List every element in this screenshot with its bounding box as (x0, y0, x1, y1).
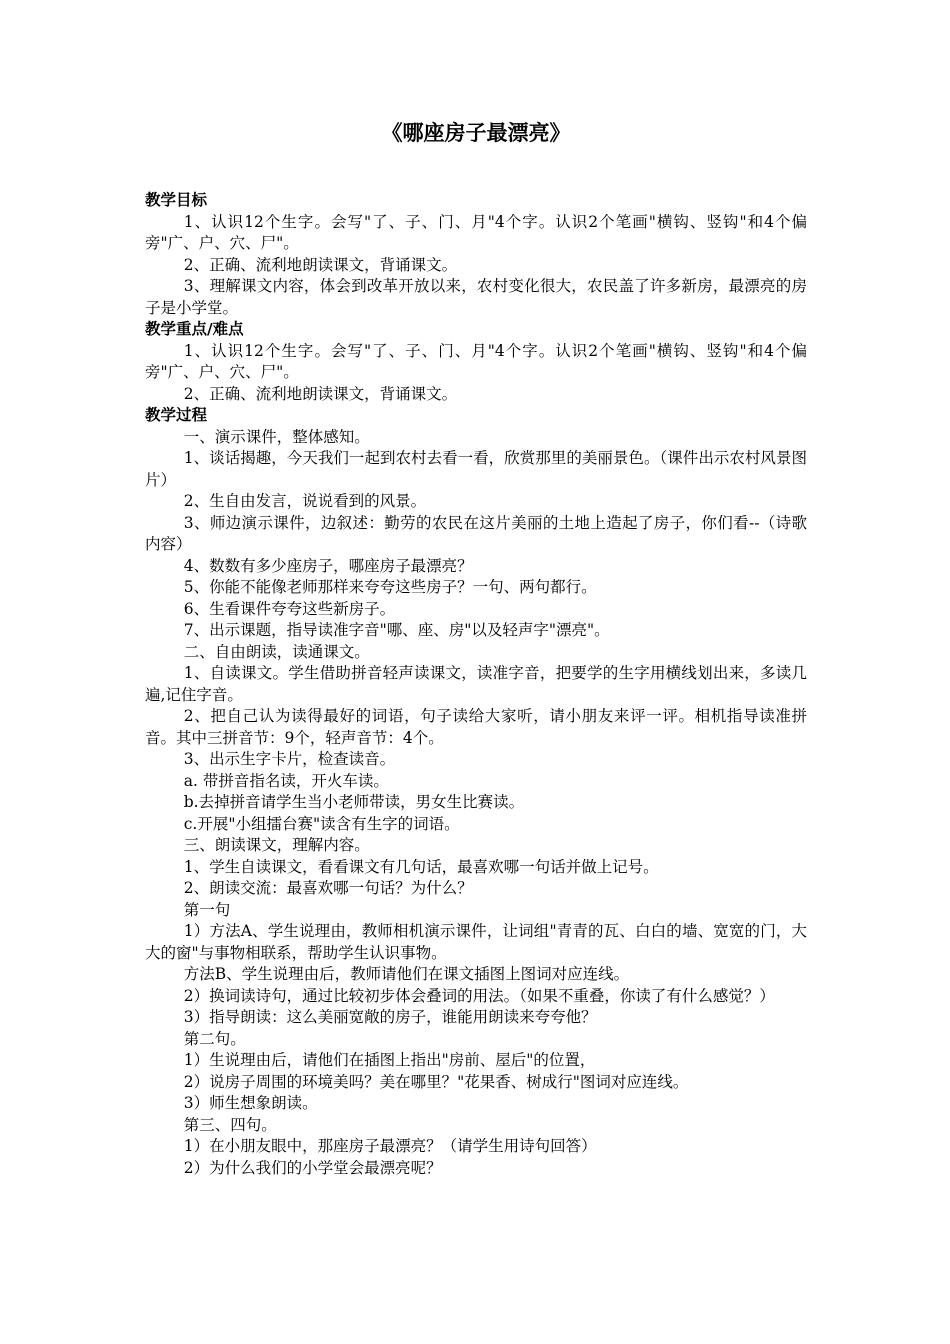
paragraph: 3）师生想象朗读。 (183, 1094, 318, 1112)
paragraph: 1）生说理由后，请他们在插图上指出"房前、屋后"的位置， (183, 1051, 596, 1069)
section (145, 190, 807, 319)
paragraph: 2）换词读诗句，通过比较初步体会叠词的用法。（如果不重叠，你读了有什么感觉？） (183, 986, 775, 1005)
section-heading: 教学过程 (145, 406, 208, 424)
section (145, 319, 807, 405)
paragraph: 三、朗读课文，理解内容。 (183, 836, 370, 854)
paragraph: 5、你能不能像老师那样来夸夸这些房子？一句、两句都行。 (183, 578, 597, 596)
document-body (145, 190, 807, 1179)
paragraph: 1、认识12个生字。会写"了、子、门、月"4个字。认识2个笔画"横钩、竖钩"和4个偏旁"广、户、穴、尸"。 (145, 341, 807, 381)
paragraph: 第一句 (183, 900, 231, 919)
paragraph: 一、演示课件，整体感知。 (183, 427, 370, 446)
document-title: 《哪座房子最漂亮》 (381, 121, 571, 145)
paragraph: 第二句。 (183, 1029, 246, 1048)
paragraph: 2、正确、流利地朗读课文，背诵课文。 (183, 255, 458, 274)
section (145, 405, 807, 1179)
paragraph: 3、出示生字卡片，检查读音。 (183, 750, 396, 768)
paragraph: 7、出示课题，指导读准字音"哪、座、房"以及轻声字"漂亮"。 (183, 621, 610, 639)
paragraph: 1、学生自读课文，看看课文有几句话，最喜欢哪一句话并做上记号。 (183, 857, 659, 876)
document-page (145, 118, 807, 1179)
paragraph: 6、生看课件夸夸这些新房子。 (183, 599, 396, 618)
paragraph: 1、认识12个生字。会写"了、子、门、月"4个字。认识2个笔画"横钩、竖钩"和4个偏旁"广、户、穴、尸"。 (145, 212, 807, 252)
paragraph: 1）方法A、学生说理由，教师相机演示课件，让词组"青青的瓦、白白的墙、宽宽的门，大大的窗"与事物相联系，帮助学生认识事物。 (145, 922, 807, 962)
paragraph: 二、自由朗读，读通课文。 (183, 642, 370, 661)
paragraph: 2）说房子周围的环境美吗？美在哪里？"花果香、树成行"图词对应连线。 (183, 1072, 689, 1091)
paragraph: 第三、四句。 (183, 1115, 277, 1134)
paragraph: 4、数数有多少座房子，哪座房子最漂亮？ (183, 556, 473, 575)
paragraph: 3、师边演示课件，边叙述：勤劳的农民在这片美丽的土地上造起了房子，你们看--（诗歌内容） (145, 513, 807, 553)
paragraph: a. 带拼音指名读，开火车读。 (183, 771, 389, 790)
paragraph: c.开展"小组擂台赛"读含有生字的词语。 (183, 814, 460, 833)
paragraph: b.去掉拼音请学生当小老师带读，男女生比赛读。 (183, 793, 525, 811)
paragraph: 方法B、学生说理由后，教师请他们在课文插图上图词对应连线。 (183, 965, 630, 983)
paragraph: 1、自读课文。学生借助拼音轻声读课文，读准字音，把要学的生字用横线划出来，多读几遍,记住字音。 (145, 664, 807, 704)
paragraph: 2、朗读交流：最喜欢哪一句话？为什么？ (183, 879, 473, 897)
section-heading: 教学重点/难点 (145, 320, 244, 338)
section-heading: 教学目标 (145, 191, 208, 209)
paragraph: 2、把自己认为读得最好的词语，句子读给大家听，请小朋友来评一评。相机指导读准拼音。其中三拼音节：9个，轻声音节：4个。 (145, 707, 807, 747)
paragraph: 1）在小朋友眼中，那座房子最漂亮？（请学生用诗句回答） (183, 1137, 597, 1155)
paragraph: 2）为什么我们的小学堂会最漂亮呢？ (183, 1158, 442, 1177)
paragraph: 1、谈话揭趣，今天我们一起到农村去看一看，欣赏那里的美丽景色。（课件出示农村风景图片） (145, 449, 807, 489)
paragraph: 2、正确、流利地朗读课文，背诵课文。 (183, 384, 458, 403)
paragraph: 2、生自由发言，说说看到的风景。 (183, 492, 427, 510)
paragraph: 3）指导朗读：这么美丽宽敞的房子，谁能用朗读来夸夸他？ (183, 1008, 597, 1026)
paragraph: 3、理解课文内容，体会到改革开放以来，农村变化很大，农民盖了许多新房，最漂亮的房子是小学堂。 (145, 277, 807, 317)
